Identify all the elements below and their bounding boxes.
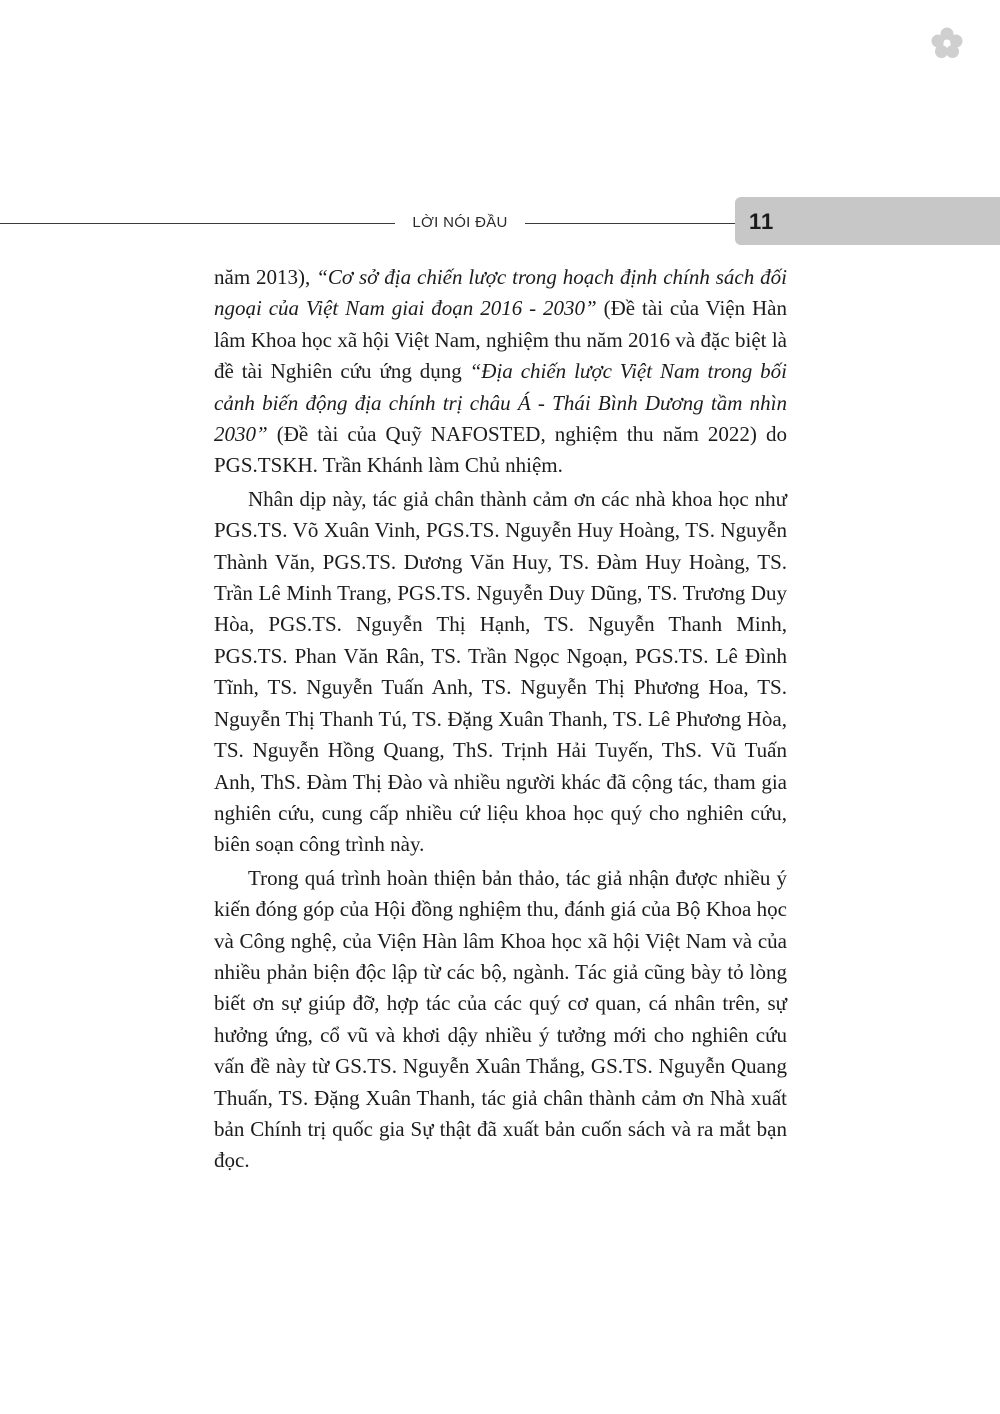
page-number: 11 [749,209,775,234]
paragraph-2-text: Nhân dịp này, tác giả chân thành cảm ơn các nhà khoa học như PGS.TS. Võ Xuân Vinh, PGS.TS. Nguyễn Huy Hoàng, TS. Nguyễn Thành Văn, PGS.TS. Dương Văn Huy, TS. Đàm Huy Hoàng, TS. Trần Lê Minh Trang, PGS.TS. Nguyễn Duy Dũng, TS. Trương Duy Hòa, PGS.TS. Nguyễn Thị Hạnh, TS. Nguyễn Thanh Minh, PGS.TS. Phan Văn Rân, TS. Trần Ngọc Ngoạn, PGS.TS. Lê Đình Tĩnh, TS. Nguyễn Tuấn Anh, TS. Nguyễn Thị Phương Hoa, TS. Nguyễn Thị Thanh Tú, TS. Đặng Xuân Thanh, TS. Lê Phương Hòa, TS. Nguyễn Hồng Quang, ThS. Trịnh Hải Tuyến, ThS. Vũ Tuấn Anh, ThS. Đàm Thị Đào và nhiều người khác đã cộng tác, tham gia nghiên cứu, cung cấp nhiều cứ liệu khoa học quý cho nghiên cứu, biên soạn công trình này. [214,486,787,857]
paragraph-1-segment-1: năm 2013), [214,265,317,289]
paragraph-1-italic-title-2: “Địa chiến lược Việt Nam trong bối cảnh biến động địa chính trị châu Á - Thái Bình Dương tầm nhìn 2030” [214,359,787,447]
paragraph-1 [214,262,787,482]
page-number-tab [735,197,1000,245]
paragraph-1-segment-3: (Đề tài của Viện Hàn lâm Khoa học xã hội Việt Nam, nghiệm thu năm 2016 và đặc biệt là đề tài Nghiên cứu ứng dụng [214,296,787,384]
paragraph-2 [214,484,787,861]
paragraph-3-text: Trong quá trình hoàn thiện bản thảo, tác giả nhận được nhiều ý kiến đóng góp của Hội đồng nghiệm thu, đánh giá của Bộ Khoa học và Công nghệ, của Viện Hàn lâm Khoa học xã hội Việt Nam và của nhiều phản biện độc lập từ các bộ, ngành. Tác giả cũng bày tỏ lòng biết ơn sự giúp đỡ, hợp tác của các quý cơ quan, cá nhân trên, sự hưởng ứng, cổ vũ và khơi dậy nhiều ý tưởng mới cho nghiên cứu vấn đề này từ GS.TS. Nguyễn Xuân Thắng, GS.TS. Nguyễn Quang Thuấn, TS. Đặng Xuân Thanh, tác giả chân thành cảm ơn Nhà xuất bản Chính trị quốc gia Sự thật đã xuất bản cuốn sách và ra mắt bạn đọc. [214,865,787,1173]
running-header-title: LỜI NÓI ĐẦU [395,212,525,234]
paragraph-3 [214,863,787,1177]
paragraph-1-segment-5: (Đề tài của Quỹ NAFOSTED, nghiệm thu năm 2022) do PGS.TSKH. Trần Khánh làm Chủ nhiệm. [214,422,787,478]
flower-ornament-icon [930,26,964,60]
body-text [214,262,787,1177]
paragraph-1-italic-title-1: “Cơ sở địa chiến lược trong hoạch định chính sách đối ngoại của Việt Nam giai đoạn 2016 - 2030” [214,265,787,321]
header-rule [0,223,735,224]
